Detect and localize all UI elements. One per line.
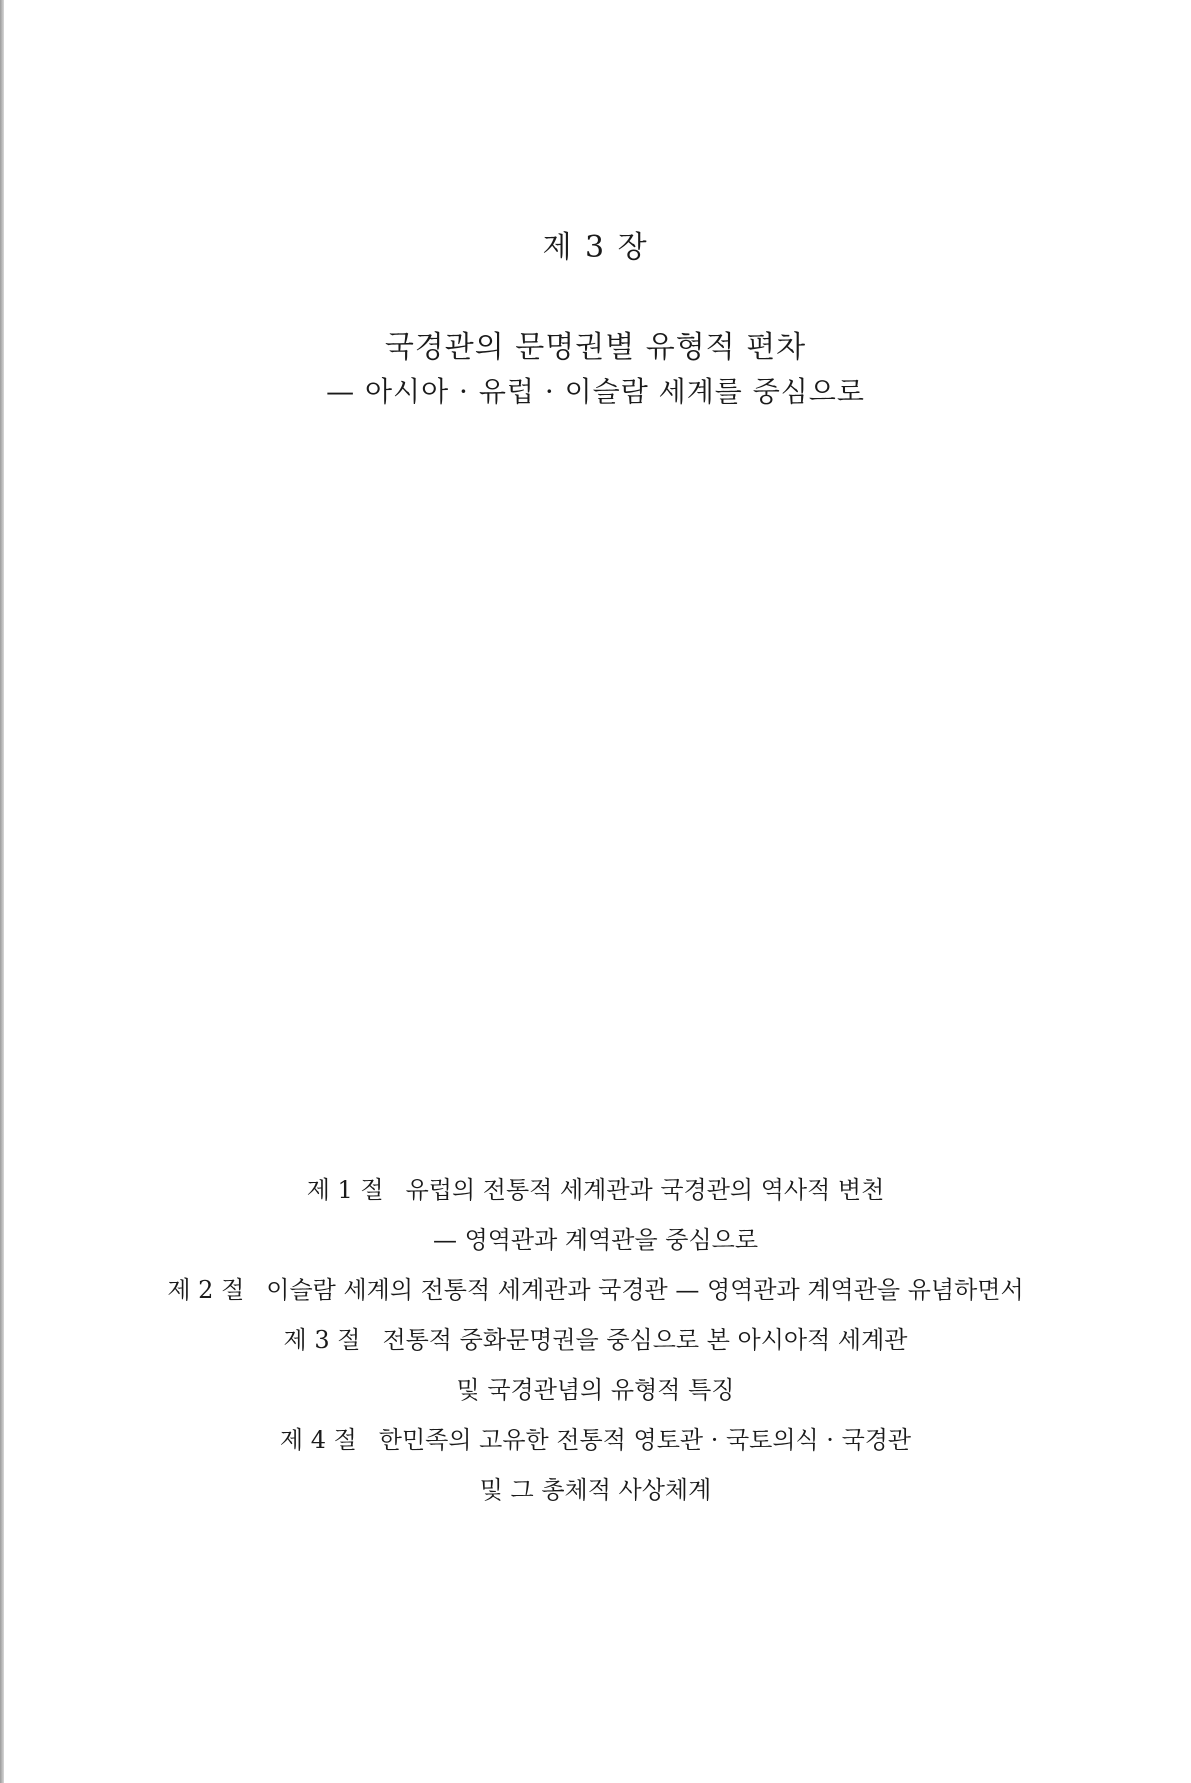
chapter-title: 국경관의 문명권별 유형적 편차 bbox=[384, 330, 807, 365]
section-title: 이슬람 세계의 전통적 세계관과 국경관 — 영역관과 계역관을 유념하면서 bbox=[266, 1276, 1024, 1304]
section-number: 제 1 절 bbox=[306, 1176, 384, 1204]
section-title: 유럽의 전통적 세계관과 국경관의 역사적 변천 bbox=[405, 1176, 885, 1204]
chapter-subtitle: — 아시아 · 유럽 · 이슬람 세계를 중심으로 bbox=[326, 375, 865, 408]
toc-line bbox=[0, 1365, 1191, 1415]
section-number: 제 4 절 bbox=[279, 1426, 357, 1454]
page-left-edge bbox=[0, 0, 4, 1783]
section-number: 제 2 절 bbox=[167, 1276, 245, 1304]
section-title-continuation: 및 국경관념의 유형적 특징 bbox=[456, 1376, 735, 1404]
section-title: 한민족의 고유한 전통적 영토관 · 국토의식 · 국경관 bbox=[378, 1426, 912, 1454]
toc-line bbox=[0, 1265, 1191, 1315]
section-title-continuation: 및 그 총체적 사상체계 bbox=[479, 1476, 712, 1504]
section-number: 제 3 절 bbox=[283, 1326, 361, 1354]
section-list bbox=[0, 1165, 1191, 1515]
chapter-label: 제 3 장 bbox=[542, 230, 649, 265]
toc-line bbox=[0, 1465, 1191, 1515]
toc-line bbox=[0, 1415, 1191, 1465]
section-title-continuation: — 영역관과 계역관을 중심으로 bbox=[432, 1226, 759, 1254]
section-title: 전통적 중화문명권을 중심으로 본 아시아적 세계관 bbox=[382, 1326, 908, 1354]
toc-line bbox=[0, 1315, 1191, 1365]
toc-line bbox=[0, 1165, 1191, 1215]
toc-line bbox=[0, 1215, 1191, 1265]
